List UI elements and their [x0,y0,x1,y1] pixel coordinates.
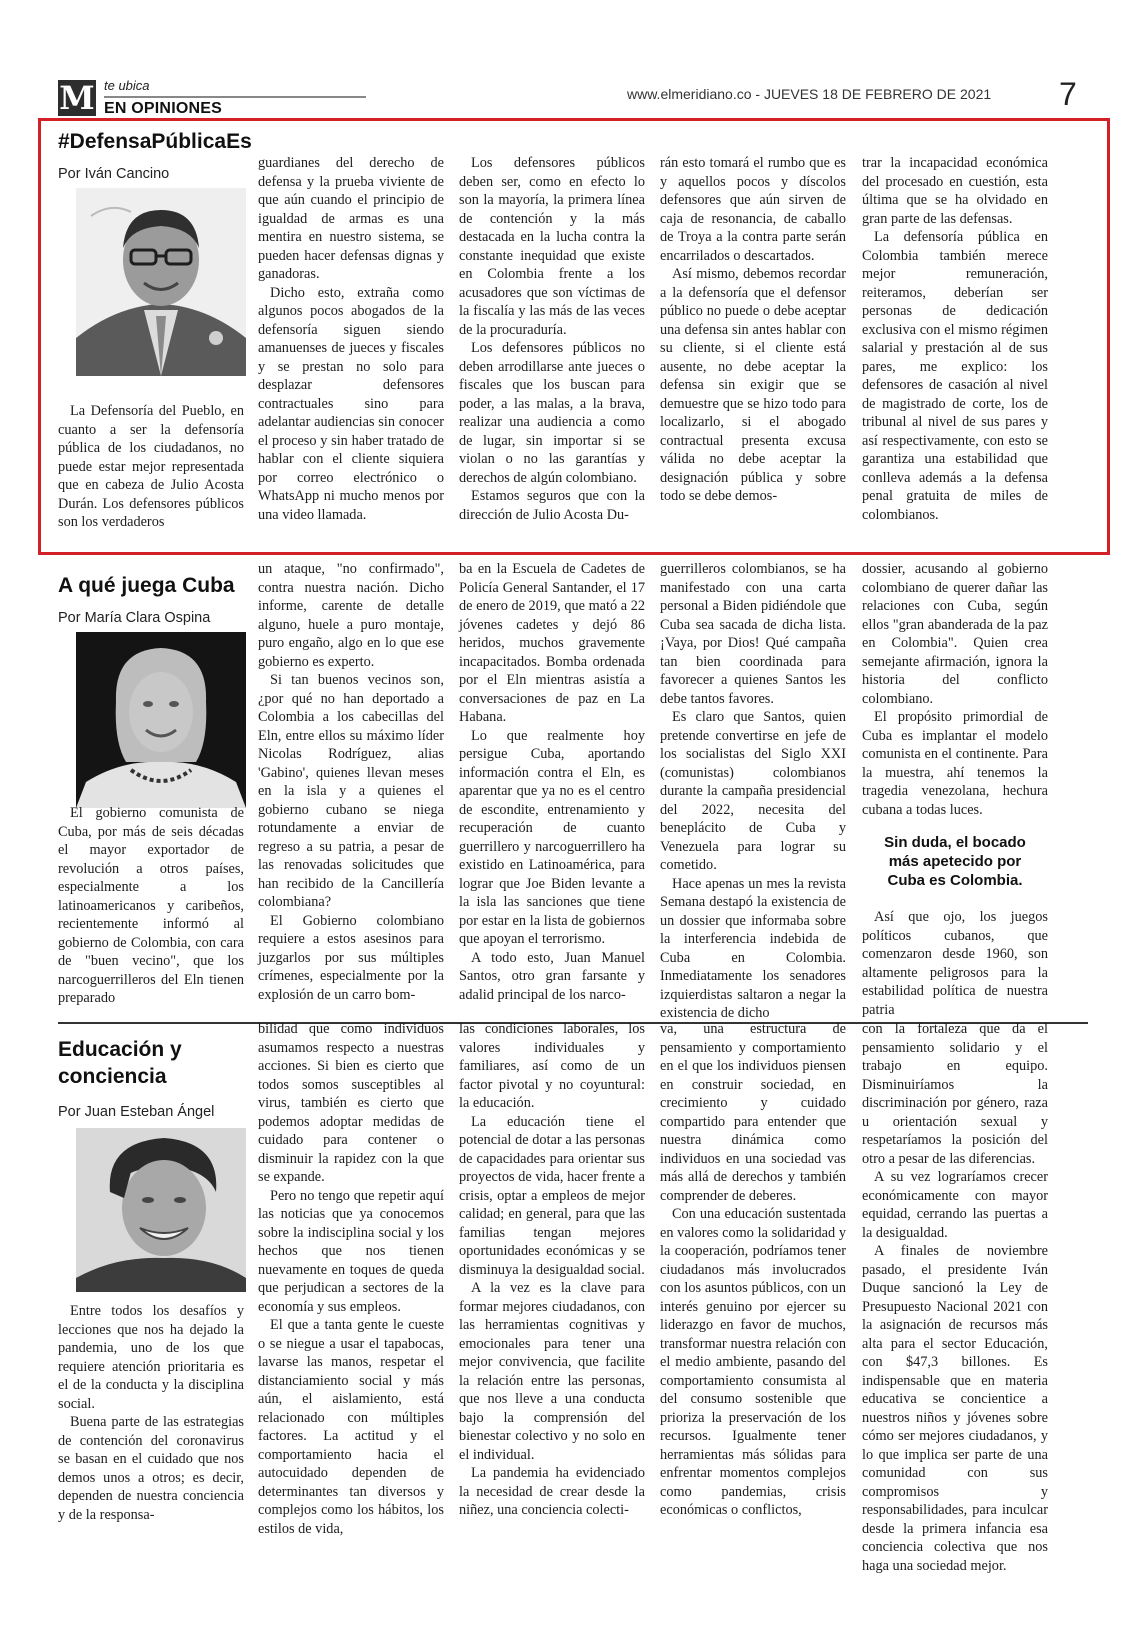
paragraph: guardianes del derecho de defensa y la prueba viviente de que aún cuando el principio de igualdad de armas es una mentira en nuestro sistema, se pueden hacer defensas dignas y ganadoras. [258,155,444,282]
paragraph: rán esto tomará el rumbo que es y aquellos pocos y díscolos defensores que aún sirven de caja de resonancia, de caballo de Troya a la contra parte serán encarrilados o descartados. [660,155,846,264]
paragraph: A todo esto, Juan Manuel Santos, otro gran farsante y adalid principal de los narco- [459,949,645,1003]
paragraph: Los defensores públicos no deben arrodillarse ante jueces o fiscales que los buscan para poder, a las malas, a la brava, realizar una audiencia a como de lugar, sin importar si se violan o no las garantías y derechos de algún colombiano. [459,340,645,486]
article-title-line: conciencia [58,1065,167,1088]
section-rule [104,96,366,98]
paragraph: Con una educación sustentada en valores como la solidaridad y la cooperación, podríamos tener ciudadanos más involucrados con los asuntos públicos, con un interés genuino por ejercer su liderazgo en favor de muchos, transformar nuestra relación con el medio ambiente, pasando del comportamiento consumista al del consumo sostenible que prioriza la preservación de los recursos. Igualmente tener herramientas más sólidas para enfrentar momentos complejos como pandemias, crisis económicas o conflictos, [660,1206,846,1518]
paragraph: A finales de noviembre pasado, el presidente Iván Duque sancionó la Ley de Presupuesto Nacional 2021 con la asignación de recursos más alta para el sector Educación, con $47,3 billones. Es indispensable que en materia educativa se concientice a nuestros niños y jóvenes sobre cómo ser mejores ciudadanos, y lo que implica ser parte de una comunidad con sus compromisos y responsabilidades, para inculcar desde la primera infancia esa conciencia colectiva que nos haga una sociedad mejor. [862,1243,1048,1574]
article-byline: Por María Clara Ospina [58,610,211,626]
pull-quote: Sin duda, el bocado más apetecido por Cuba es Colombia. [884,834,1026,889]
paragraph: Los defensores públicos deben ser, como en efecto lo son la mayoría, la primera línea de contención y la más destacada en la lucha contra la constante inequidad que existe en Colombia frente a los acusadores que son víctimas de la fiscalía y las más de las veces de la procuraduría. [459,155,645,338]
article-educacion [58,1021,1088,1584]
paragraph: bilidad que como individuos asumamos respecto a nuestras acciones. Si bien es cierto que todos somos susceptibles al virus, también es cierto que podemos adoptar medidas de cuidado para contener o disminuir la rapidez con la que se expande. [258,1021,444,1185]
article-column-1 [58,1302,244,1524]
author-photo-image [76,1128,246,1292]
paragraph: El Gobierno colombiano requiere a estos asesinos para juzgarlos por sus múltiples crímenes, especialmente por la explosión de un carro bom- [258,912,444,1003]
paragraph: guerrilleros colombianos, se ha manifestado con una carta personal a Biden pidiéndole que Cuba sea sacada de dicha lista. ¡Vaya, por Dios! Qué campaña tan bien coordinada para favorecer a quienes Santos les debe tantos favores. [660,561,846,707]
author-photo-image [76,632,246,808]
paragraph: La educación tiene el potencial de dotar a las personas de capacidades para orientar sus proyectos de vida, hacer frente a crisis, optar a empleos de mejor calidad; en general, para que las familias tengan mejores oportunidades económicas y se disminuya la desigualdad social. [459,1113,645,1278]
paragraph: La Defensoría del Pueblo, en cuanto a ser la defensoría pública de los ciudadanos, no puede estar mejor representada que en cabeza de Julio Acosta Durán. Los defensores públicos son los verdaderos [58,403,244,530]
author-photo [76,1128,246,1292]
paragraph: Si tan buenos vecinos son, ¿por qué no han deportado a Colombia a los cabecillas del Eln, entre ellos su máximo líder Nicolas Rodríguez, alias 'Gabino', quienes llevan meses en la isla y a quienes el gobierno cubano se niega rotundamente a enviar de regreso a su patria, a pesar de las renovadas solicitudes que han recibido de la Cancillería colombiana? [258,672,444,910]
paragraph: Entre todos los desafíos y lecciones que nos ha dejado la pandemia, uno de los que requiere atención prioritaria es el de la conducta y la disciplina social. [58,1303,244,1412]
author-photo [76,632,246,808]
paragraph: Es claro que Santos, quien pretende convertirse en jefe de los socialistas del Siglo XXI (comunistas) colombianos durante la campaña presidencial del 2022, necesita del beneplácito de Cuba y Venezuela para lograr su cometido. [660,709,846,873]
article-column-4 [660,154,846,506]
newspaper-logo: M [59,79,95,117]
paragraph: La pandemia ha evidenciado la necesidad de crear desde la niñez, una conciencia colecti- [459,1465,645,1518]
paragraph: El gobierno comunista de Cuba, por más de seis décadas el mayor exportador de revolución a otros países, especialmente a los latinoamericanos y caribeños, recientemente informó al gobierno de Colombia, con cara de "buen vecino", que los narcoguerrilleros del Eln tienen preparado [58,805,244,1006]
article-cuba [58,561,1088,1021]
paragraph: Así que ojo, los juegos políticos cubanos, que comenzaron desde 1960, son altamente peligrosos para la estabilidad política de nuestra patria [862,909,1048,1018]
paragraph: trar la incapacidad económica del procesado en cuestión, esta última que se ha olvidado en gran parte de las defensas. [862,155,1048,227]
article-column-2 [258,154,444,524]
paragraph: ba en la Escuela de Cadetes de Policía General Santander, el 17 de enero de 2019, que mató a 22 jóvenes cadetes y dejó 86 heridos, muchos gravemente incapacitados. Bomba ordenada por el Eln mientras asistía a conversaciones de paz en La Habana. [459,561,645,725]
article-title: A qué juega Cuba [58,574,235,597]
masthead [58,78,1088,120]
article-column-5 [862,560,1048,1019]
paragraph: Pero no tengo que repetir aquí las noticias que ya conocemos sobre la indisciplina social y los hechos que nos tienen nuevamente en toques de queda que perjudican a sectores de la economía y sus empleos. [258,1187,444,1315]
article-byline: Por Iván Cancino [58,166,170,182]
paragraph: La defensoría pública en Colombia también merece mejor remuneración, reiteramos, deberían ser personas de dedicación exclusiva con el mismo régimen salarial y prestación al de sus pares, me explico: los defensores de casación al nivel de magistrado de corte, los de tribunal al nivel de sus pares y así respectivamente, con esto se garantiza una estabilidad que conlleva además a la defensa penal gratuita de miles de colombianos. [862,229,1048,523]
paragraph: A la vez es la clave para formar mejores ciudadanos, con las herramientas cognitivas y emocionales para tener una mejor convivencia, que facilite la relación entre las personas, que nos lleve a una conducta bajo la comprensión del bienestar colectivo y no solo en el individual. [459,1280,645,1463]
paragraph: dossier, acusando al gobierno colombiano de querer dañar las relaciones con Cuba, según ellos "gran abanderada de la paz en Colombia". Quien crea semejante afirmación, ignora la historia del conflicto colombiano. [862,561,1048,707]
section-kicker: te ubica [104,78,150,93]
paragraph: con la fortaleza que da el pensamiento solidario y el trabajo en equipo. Disminuiríamos la discriminación por género, raza u orientación sexual y respetaríamos la posición del otro a pesar de las diferencias. [862,1021,1048,1167]
section-name: EN OPINIONES [104,100,222,117]
paragraph: El propósito primordial de Cuba es implantar el modelo comunista en el continente. Para la muestra, ahí tenemos la tragedia venezolana, hechura cubana a todas luces. [862,709,1048,818]
paragraph: A su vez lograríamos crecer económicamente con mayor equidad, cerrando las puertas a la desigualdad. [862,1169,1048,1241]
paragraph: Dicho esto, extraña como algunos pocos abogados de la defensoría siguen siendo amanuenses de jueces y fiscales y se prestan no solo para desplazar defensores contractuales sino para adelantar audiencias sin conocer el proceso y sin haber tratado de hablar con el cliente siquiera por correo electrónico o WhatsApp ni mucho menos por una video llamada. [258,284,444,523]
article-column-3 [459,1020,645,1520]
paragraph: va, una estructura de pensamiento y comportamiento en el que los individuos piensen en construir sociedad, en crecimiento y cuidado compartido para entender que nuestra dinámica como individuos en una sociedad vas más allá de derechos y también comprender de deberes. [660,1021,846,1204]
page-number: 7 [1059,76,1077,112]
paragraph: un ataque, "no confirmado", contra nuestra nación. Dicho informe, carente de detalle alguno, huele a puro montaje, puro engaño, algo en lo que ese gobierno es experto. [258,561,444,670]
paragraph: Así mismo, debemos recordar a la defensoría que el defensor público no puede o debe aceptar una defensa sin antes hablar con su cliente, si el cliente está ausente, no debe aceptar la defensa sin exigir que se demuestre que se hizo todo para localizarlo, si el abogado contractual presenta excusa válida no debe aceptar la designación pública y sobre todo se debe demos- [660,266,846,504]
article-column-1 [58,402,244,532]
article-column-5 [862,154,1048,524]
article-column-3 [459,154,645,524]
author-photo-image [76,188,246,376]
paragraph: Buena parte de las estrategias de contención del coronavirus se basan en el cuidado que nos demos unos a otros; es decir, dependen de nuestra conciencia y de la responsa- [58,1414,244,1523]
paragraph: Hace apenas un mes la revista Semana destapó la existencia de un dossier que informaba sobre la interferencia indebida de Cuba en Colombia. Inmediatamente los senadores izquierdistas saltaron a negar la existencia de dicho [660,875,846,1021]
article-column-1 [58,804,244,1008]
article-column-3 [459,560,645,1004]
article-title: #DefensaPúblicaEs [58,130,252,153]
date-line: www.elmeridiano.co - JUEVES 18 DE FEBRERO DE 2021 [627,86,992,102]
paragraph: Estamos seguros que con la dirección de Julio Acosta Du- [459,488,645,523]
author-photo [76,188,246,376]
article-column-4 [660,1020,846,1520]
article-title [58,1036,182,1090]
article-column-2 [258,1020,444,1538]
paragraph: Lo que realmente hoy persigue Cuba, aportando información contra el Eln, es aparentar que ya no es el centro de escondite, entrenamiento y recuperación de cuanto guerrillero y narcoguerrillero ha existido en Latinoamérica, para lograr que Joe Biden levante a la isla las sanciones que tiene por estar en la lista de gobiernos que apoyan el terrorismo. [459,727,645,947]
article-column-2 [258,560,444,1004]
article-defensa-publica [58,120,1088,555]
article-title-line: Educación y [58,1038,182,1061]
article-column-5 [862,1020,1048,1575]
article-byline: Por Juan Esteban Ángel [58,1104,215,1120]
paragraph: las condiciones laborales, los valores individuales y familiares, así como de un factor pivotal y no coyuntural: la educación. [459,1021,645,1111]
article-column-4 [660,560,846,1023]
paragraph: El que a tanta gente le cueste o se niegue a usar el tapabocas, lavarse las manos, respetar el distanciamiento social y más aún, el aislamiento, está relacionado con múltiples factores. La actitud y el comportamiento hacia el autocuidado dependen de determinantes tan diversos y complejos como los hábitos, los estilos de vida, [258,1317,444,1537]
